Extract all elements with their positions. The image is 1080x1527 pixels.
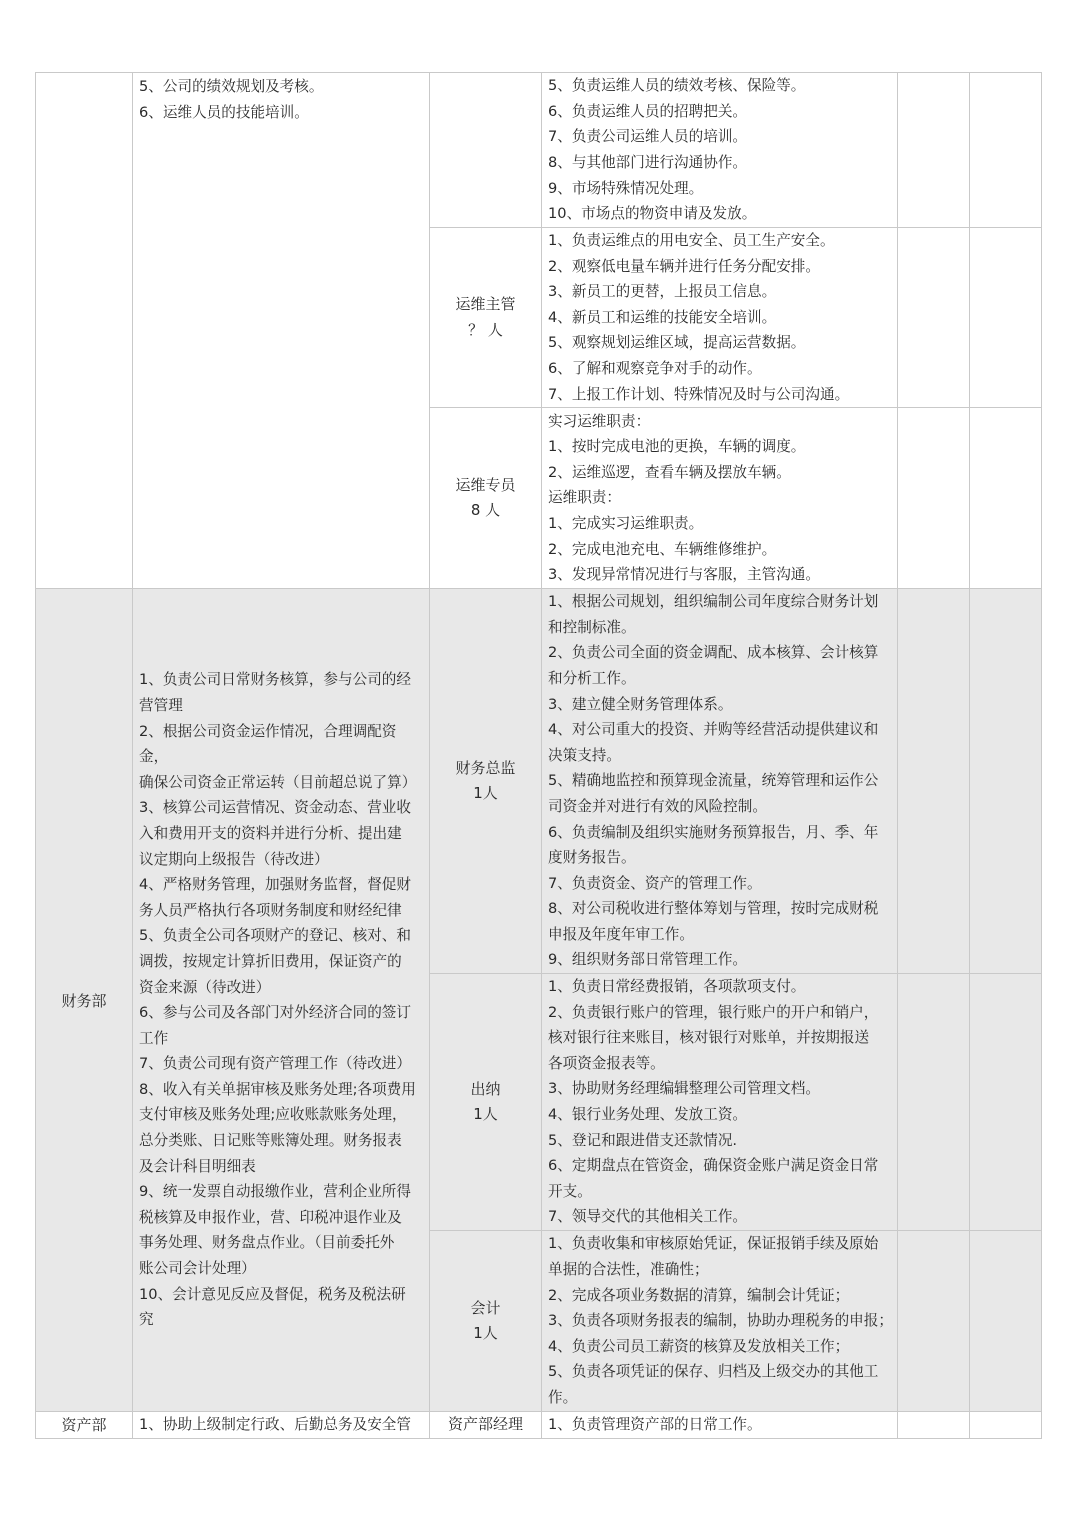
duty-line: 7、领导交代的其他相关工作。 <box>548 1208 748 1226</box>
role-name: 财务总监 <box>455 758 516 777</box>
duty-line: 2、观察低电量车辆并进行任务分配安排。 <box>548 257 820 275</box>
dept-responsibility-line: 资金来源（待改进） <box>139 978 271 996</box>
blank-cell <box>970 1412 1042 1439</box>
duty-line: 2、完成电池充电、车辆维修维护。 <box>548 540 777 558</box>
blank-cell <box>970 589 1042 974</box>
blank-cell <box>970 974 1042 1231</box>
blank-cell <box>970 408 1042 589</box>
dept-responsibility-line: 总分类账、日记账等账簿处理。财务报表 <box>139 1132 402 1150</box>
duty-line: 作。 <box>548 1389 578 1407</box>
blank-cell <box>898 408 970 589</box>
dept-responsibility-line: 务人员严格执行各项财务制度和财经纪律 <box>139 901 402 919</box>
finance-role-accountant-duties <box>542 1231 898 1412</box>
duty-line: 开支。 <box>548 1182 592 1200</box>
duty-line: 3、发现异常情况进行与客服，主管沟通。 <box>548 566 820 584</box>
duty-line: 4、新员工和运维的技能安全培训。 <box>548 308 777 326</box>
duty-line: 6、定期盘点在管资金，确保资金账户满足资金日常 <box>548 1157 879 1175</box>
duty-line: 3、负责各项财务报表的编制，协助办理税务的申报； <box>548 1312 893 1330</box>
duty-line: 10、市场点的物资申请及发放。 <box>548 205 757 223</box>
duty-line: 5、精确地监控和预算现金流量，统筹管理和运作公 <box>548 772 879 790</box>
duty-line: 1、负责运维点的用电安全、员工生产安全。 <box>548 232 835 249</box>
blank-cell <box>898 974 970 1231</box>
org-duties-table <box>35 72 1042 1439</box>
dept-responsibility-line: 确保公司资金正常运转（目前超总说了算） <box>139 773 417 791</box>
finance-role-accountant <box>430 1231 542 1412</box>
duty-line: 运维职责： <box>548 489 621 507</box>
assets-dept-responsibilities <box>133 1412 430 1439</box>
duty-line: 2、负责银行账户的管理，银行账户的开户和销户， <box>548 1003 879 1021</box>
duty-line: 各项资金报表等。 <box>548 1054 665 1072</box>
dept-responsibility-line: 6、运维人员的技能培训。 <box>139 103 309 121</box>
duty-line: 1、负责日常经费报销，各项款项支付。 <box>548 978 806 996</box>
dept-responsibility-line: 税核算及申报作业，营、印税冲退作业及 <box>139 1208 402 1226</box>
duty-line: 实习运维职责： <box>548 412 651 430</box>
finance-dept-responsibilities <box>133 589 430 1412</box>
finance-row-1 <box>36 589 1042 974</box>
role-name: 出纳 <box>470 1079 501 1098</box>
dept-responsibility-line: 入和费用开支的资料并进行分析、提出建 <box>139 824 402 842</box>
role-count: 1人 <box>473 784 498 803</box>
dept-responsibility-line: 2、根据公司资金运作情况，合理调配资金， <box>139 722 397 766</box>
dept-responsibility-line: 5、公司的绩效规划及考核。 <box>139 78 324 95</box>
duty-line: 3、新员工的更替，上报员工信息。 <box>548 283 777 301</box>
finance-role-cashier-duties <box>542 974 898 1231</box>
text-line: 1、协助上级制定行政、后勤总务及安全管 <box>139 1416 411 1434</box>
dept-responsibility-line: 支付审核及账务处理;应收账款账务处理， <box>139 1106 407 1124</box>
finance-role-director-duties <box>542 589 898 974</box>
role-name: 运维主管 <box>455 295 516 314</box>
duty-line: 1、负责管理资产部的日常工作。 <box>548 1416 762 1434</box>
dept-responsibility-line: 10、会计意见反应及督促，税务及税法研 <box>139 1285 406 1303</box>
ops-role-1 <box>430 73 542 228</box>
duty-line: 6、了解和观察竞争对手的动作。 <box>548 359 762 377</box>
dept-responsibility-line: 7、负责公司现有资产管理工作（待改进） <box>139 1055 411 1073</box>
duty-line: 申报及年度年审工作。 <box>548 925 694 943</box>
duty-line: 3、建立健全财务管理体系。 <box>548 695 733 713</box>
dept-responsibility-line: 4、严格财务管理，加强财务监督，督促财 <box>139 876 411 894</box>
duty-line: 7、负责资金、资产的管理工作。 <box>548 874 762 892</box>
duty-line: 7、上报工作计划、特殊情况及时与公司沟通。 <box>548 385 850 403</box>
duty-line: 9、市场特殊情况处理。 <box>548 179 704 197</box>
ops-dept-cell <box>36 73 133 589</box>
dept-responsibility-line: 9、统一发票自动报缴作业，营利企业所得 <box>139 1183 411 1201</box>
blank-cell <box>898 589 970 974</box>
dept-responsibility-line: 及会计科目明细表 <box>139 1157 256 1175</box>
blank-cell <box>898 73 970 228</box>
dept-responsibility-line: 1、负责公司日常财务核算，参与公司的经 <box>139 671 411 689</box>
ops-role-specialist-duties <box>542 408 898 589</box>
blank-cell <box>970 1231 1042 1412</box>
ops-role-specialist <box>430 408 542 589</box>
duty-line: 和分析工作。 <box>548 669 636 687</box>
finance-role-director <box>430 589 542 974</box>
duty-line: 9、组织财务部日常管理工作。 <box>548 951 748 969</box>
dept-responsibility-line: 6、参与公司及各部门对外经济合同的签订 <box>139 1004 411 1022</box>
duty-line: 度财务报告。 <box>548 849 636 867</box>
role-name: 会计 <box>470 1298 501 1317</box>
dept-responsibility-line: 5、负责全公司各项财产的登记、核对、和 <box>139 927 411 945</box>
assets-role-manager-duties <box>542 1412 898 1439</box>
dept-responsibility-line: 调拨，按规定计算折旧费用，保证资产的 <box>139 952 402 970</box>
ops-role-supervisor-duties <box>542 228 898 408</box>
dept-responsibility-line: 8、收入有关单据审核及账务处理;各项费用 <box>139 1080 416 1098</box>
blank-cell <box>970 228 1042 408</box>
duty-line: 8、与其他部门进行沟通协作。 <box>548 154 748 171</box>
dept-responsibility-line: 账公司会计处理） <box>139 1260 256 1278</box>
duty-line: 2、完成各项业务数据的清算，编制会计凭证； <box>548 1286 850 1304</box>
dept-responsibility-line: 究 <box>139 1311 154 1329</box>
blank-cell <box>898 228 970 408</box>
duty-line: 4、对公司重大的投资、并购等经营活动提供建议和 <box>548 721 879 739</box>
role-count: 1人 <box>473 1324 498 1343</box>
blank-cell <box>970 73 1042 228</box>
ops-role-supervisor <box>430 228 542 408</box>
duty-line: 5、登记和跟进借支还款情况. <box>548 1131 738 1149</box>
role-count: 8 人 <box>470 501 501 520</box>
duty-line: 单据的合法性，准确性； <box>548 1261 709 1279</box>
dept-responsibility-line: 3、核算公司运营情况、资金动态、营业收 <box>139 799 411 817</box>
duty-line: 1、负责收集和审核原始凭证，保证报销手续及原始 <box>548 1235 879 1253</box>
finance-role-cashier <box>430 974 542 1231</box>
dept-responsibility-line: 议定期向上级报告（待改进） <box>139 850 329 868</box>
duty-line: 3、协助财务经理编辑整理公司管理文档。 <box>548 1080 820 1098</box>
duty-line: 6、负责编制及组织实施财务预算报告，月、季、年 <box>548 823 879 841</box>
dept-responsibility-line: 工作 <box>139 1029 169 1047</box>
duty-line: 2、负责公司全面的资金调配、成本核算、会计核算 <box>548 644 879 662</box>
duty-line: 6、负责运维人员的招聘把关。 <box>548 102 748 120</box>
dept-responsibility-line: 事务处理、财务盘点作业。（目前委托外 <box>139 1234 395 1252</box>
role-count: 1人 <box>473 1105 498 1124</box>
role-name: 运维专员 <box>455 475 516 494</box>
duty-line: 1、根据公司规划，组织编制公司年度综合财务计划 <box>548 593 879 611</box>
ops-row-1 <box>36 73 1042 228</box>
ops-dept-responsibilities <box>133 73 430 589</box>
role-count: ？ 人 <box>468 320 503 339</box>
duty-line: 5、观察规划运维区域，提高运营数据。 <box>548 334 806 352</box>
duty-line: 司资金并对进行有效的风险控制。 <box>548 797 767 815</box>
duty-line: 决策支持。 <box>548 746 621 764</box>
blank-cell <box>898 1412 970 1439</box>
duty-line: 5、负责各项凭证的保存、归档及上级交办的其他工 <box>548 1363 879 1381</box>
duty-line: 5、负责运维人员的绩效考核、保险等。 <box>548 77 806 95</box>
assets-dept-name: 资产部 <box>36 1412 133 1439</box>
duty-line: 4、负责公司员工薪资的核算及发放相关工作； <box>548 1337 850 1355</box>
finance-dept-name: 财务部 <box>36 589 133 1412</box>
duty-line: 核对银行往来账目，核对银行对账单，并按期报送 <box>548 1029 870 1047</box>
duty-line: 2、运维巡逻，查看车辆及摆放车辆。 <box>548 463 791 481</box>
assets-row <box>36 1412 1042 1439</box>
duty-line: 8、对公司税收进行整体筹划与管理，按时完成财税 <box>548 900 879 918</box>
blank-cell <box>898 1231 970 1412</box>
duty-line: 1、完成实习运维职责。 <box>548 514 704 532</box>
duty-line: 7、负责公司运维人员的培训。 <box>548 128 748 146</box>
duty-line: 4、银行业务处理、发放工资。 <box>548 1106 748 1124</box>
duty-line: 1、按时完成电池的更换，车辆的调度。 <box>548 438 806 456</box>
assets-role-manager: 资产部经理 <box>430 1412 542 1439</box>
ops-role-1-duties <box>542 73 898 228</box>
duty-line: 和控制标准。 <box>548 618 636 636</box>
dept-responsibility-line: 营管理 <box>139 696 183 714</box>
